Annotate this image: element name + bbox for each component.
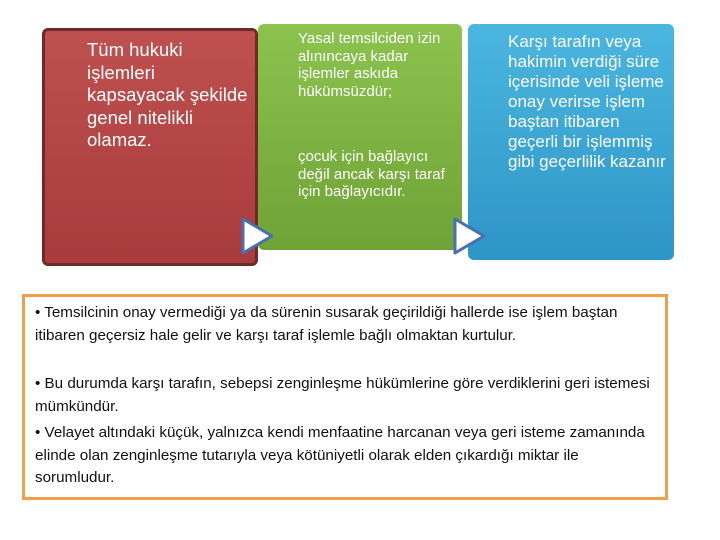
info-box-blue bbox=[468, 24, 674, 260]
bullet-item: • Temsilcinin onay vermediği ya da sürenin susarak geçirildiği hallerde ise işlem baştan itibaren geçersiz hale gelir ve karşı taraf işlemle bağlı olmaktan kurtulur. bbox=[35, 304, 618, 344]
bullet-panel bbox=[22, 294, 668, 500]
info-box-red bbox=[42, 28, 258, 266]
info-box-blue-text: Karşı tarafın veya hakimin verdiği süre içerisinde veli işleme onay verirse işlem baştan itibaren geçerli bir işlemmiş gibi geçerlilik kazanır bbox=[508, 32, 666, 171]
info-box-red-text: Tüm hukuki işlemleri kapsayacak şekilde genel nitelikli olamaz. bbox=[87, 39, 248, 150]
info-box-green-text-2: çocuk için bağlayıcı değil ancak karşı taraf için bağlayıcıdır. bbox=[298, 148, 445, 200]
info-box-green-text: Yasal temsilciden izin alınıncaya kadar işlemler askıda hükümsüzdür; bbox=[298, 30, 441, 100]
bullet-item: • Bu durumda karşı tarafın, sebepsi zenginleşme hükümlerine göre verdiklerini geri istemesi mümkündür. bbox=[35, 375, 650, 415]
bullet-item: • Velayet altındaki küçük, yalnızca kendi menfaatine harcanan veya geri isteme zamanında elinde olan zenginleşme tutarıyla veya kötüniyetli olarak elden çıkardığı miktar ile sorumludur. bbox=[35, 424, 645, 486]
info-box-green bbox=[258, 24, 462, 250]
